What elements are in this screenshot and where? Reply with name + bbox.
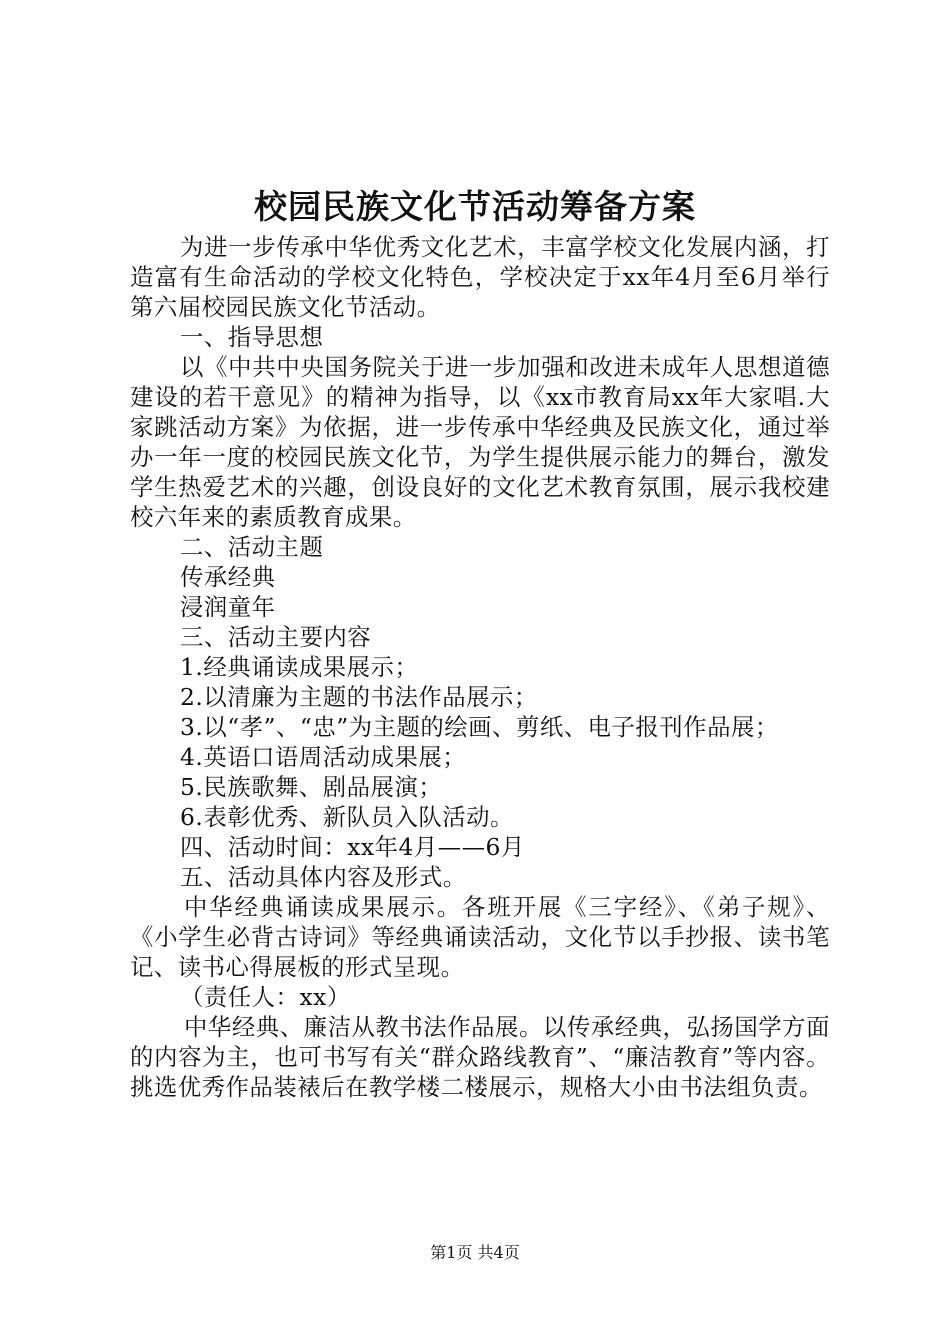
section-heading-activity-theme: 二、活动主题: [180, 533, 324, 561]
content-item-4: 4.英语口语周活动成果展；: [180, 743, 467, 771]
content-item-5: 5.民族歌舞、剧品展演；: [180, 773, 443, 801]
guiding-ideology-paragraph: 以《中共中央国务院关于进一步加强和改进未成年人思想道德建设的若干意见》的精神为指导，以《xx市教育局xx年大家唱.大家跳活动方案》为依据，进一步传承中华经典及民族文化，通过举办一年一度的校园民族文化节，为学生提供展示能力的舞台，激发学生热爱艺术的兴趣，创设良好的文化艺术教育氛围，展示我校建校六年来的素质教育成果。: [130, 353, 830, 531]
classics-reading-paragraph: 中华经典诵读成果展示。各班开展《三字经》、《弟子规》、《小学生必背古诗词》等经典诵读活动，文化节以手抄报、读书笔记、读书心得展板的形式呈现。: [130, 893, 830, 981]
section-heading-main-content: 三、活动主要内容: [180, 623, 372, 651]
content-item-1: 1.经典诵读成果展示；: [180, 653, 419, 681]
intro-paragraph: 为进一步传承中华优秀文化艺术，丰富学校文化发展内涵，打造富有生命活动的学校文化特色，学校决定于xx年4月至6月举行第六届校园民族文化节活动。: [130, 233, 830, 321]
content-item-6: 6.表彰优秀、新队员入队活动。: [180, 803, 514, 831]
section-heading-activity-time: 四、活动时间：xx年4月——6月: [180, 833, 525, 861]
section-heading-guiding-ideology: 一、指导思想: [180, 323, 324, 351]
content-item-2: 2.以清廉为主题的书法作品展示；: [180, 683, 538, 711]
content-item-3: 3.以“孝”、“忠”为主题的绘画、剪纸、电子报刊作品展；: [180, 713, 779, 741]
document-body: [130, 232, 830, 1102]
page-footer: 第1页 共4页: [430, 1243, 520, 1262]
theme-line-1: 传承经典: [180, 563, 276, 591]
theme-line-2: 浸润童年: [180, 593, 276, 621]
responsible-person: （责任人：xx）: [180, 983, 351, 1011]
calligraphy-exhibition-paragraph: 中华经典、廉洁从教书法作品展。以传承经典，弘扬国学方面的内容为主，也可书写有关“群众路线教育”、“廉洁教育”等内容。挑选优秀作品装裱后在教学楼二楼展示，规格大小由书法组负责。: [130, 1013, 830, 1101]
document-title: 校园民族文化节活动筹备方案: [254, 187, 696, 226]
section-heading-details: 五、活动具体内容及形式。: [180, 863, 467, 891]
